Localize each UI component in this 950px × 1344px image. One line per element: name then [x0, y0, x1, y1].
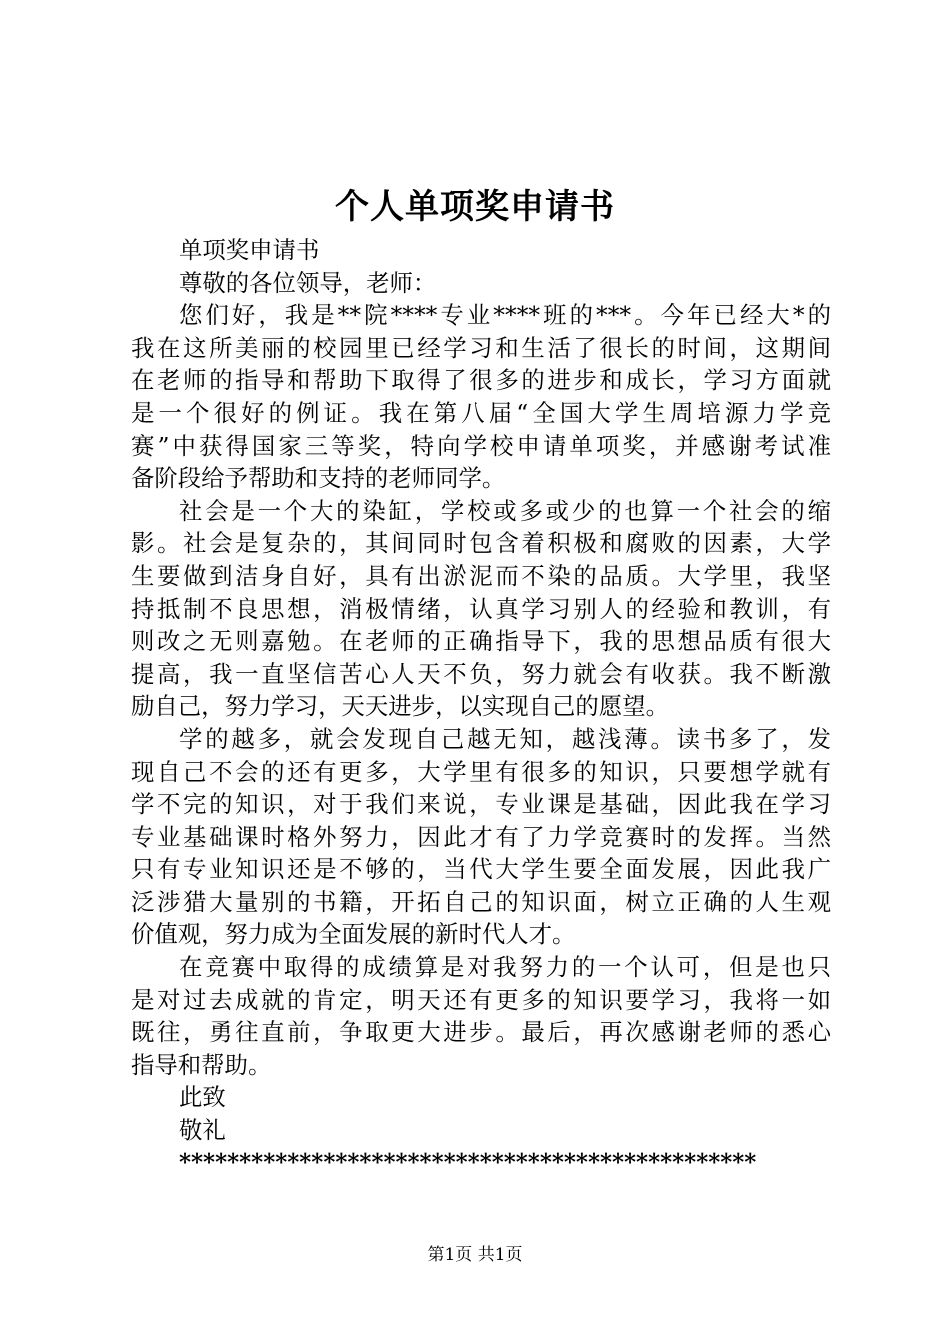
paragraph-line: 专业基础课时格外努力，因此才有了力学竞赛时的发挥。当然	[131, 822, 831, 851]
paragraph-line: 影。社会是复杂的，其间同时包含着积极和腐败的因素，大学	[131, 529, 831, 558]
paragraph-line: 在竞赛中取得的成绩算是对我努力的一个认可，但是也只	[179, 953, 831, 982]
paragraph-line: 价值观，努力成为全面发展的新时代人才。	[131, 920, 576, 949]
paragraph-4	[131, 951, 831, 1081]
heading-line: 单项奖申请书	[179, 236, 320, 264]
paragraph-line: 学不完的知识，对于我们来说，专业课是基础，因此我在学习	[131, 790, 831, 819]
closing-cizhi: 此致	[179, 1083, 226, 1112]
paragraph-line: 既往，勇往直前，争取更大进步。最后，再次感谢老师的悉心	[131, 1018, 831, 1047]
paragraph-line: 泛涉猎大量别的书籍，开拓自己的知识面，树立正确的人生观	[131, 887, 831, 916]
paragraph-line: 是一个很好的例证。我在第八届“全国大学生周培源力学竞	[131, 398, 831, 427]
paragraph-line: 在老师的指导和帮助下取得了很多的进步和成长，学习方面就	[131, 366, 831, 395]
paragraph-line: 社会是一个大的染缸，学校或多或少的也算一个社会的缩	[179, 496, 831, 525]
paragraph-line: 是对过去成就的肯定，明天还有更多的知识要学习，我将一如	[131, 985, 831, 1014]
paragraph-line: 持抵制不良思想，消极情绪，认真学习别人的经验和教训，有	[131, 594, 831, 623]
paragraph-line: 只有专业知识还是不够的，当代大学生要全面发展，因此我广	[131, 855, 831, 884]
paragraph-line: 我在这所美丽的校园里已经学习和生活了很长的时间，这期间	[131, 333, 831, 362]
paragraph-2	[131, 495, 831, 723]
document-title: 个人单项奖申请书	[335, 187, 615, 227]
paragraph-line: 指导和帮助。	[131, 1050, 272, 1079]
salutation: 尊敬的各位领导，老师：	[179, 268, 437, 297]
paragraph-line: 备阶段给予帮助和支持的老师同学。	[131, 464, 506, 493]
paragraph-line: 学的越多，就会发现自己越无知，越浅薄。读书多了，发	[179, 724, 831, 753]
document-body	[131, 234, 831, 1179]
paragraph-line: 则改之无则嘉勉。在老师的正确指导下，我的思想品质有很大	[131, 627, 831, 656]
paragraph-line: 励自己，努力学习，天天进步，以实现自己的愿望。	[131, 692, 669, 721]
paragraph-line: 生要做到洁身自好，具有出淤泥而不染的品质。大学里，我坚	[131, 561, 831, 590]
paragraph-1	[131, 299, 831, 495]
paragraph-line: 现自己不会的还有更多，大学里有很多的知识，只要想学就有	[131, 757, 831, 786]
closing-jingli: 敬礼	[179, 1116, 226, 1145]
signature-placeholder: ************************************************	[179, 1148, 757, 1176]
paragraph-line: 赛”中获得国家三等奖，特向学校申请单项奖，并感谢考试准	[131, 431, 831, 460]
page-footer: 第1页 共1页	[427, 1245, 523, 1265]
paragraph-line: 您们好，我是**院****专业****班的***。今年已经大*的	[179, 301, 831, 330]
paragraph-line: 提高，我一直坚信苦心人天不负，努力就会有收获。我不断激	[131, 659, 831, 688]
paragraph-3	[131, 723, 831, 951]
